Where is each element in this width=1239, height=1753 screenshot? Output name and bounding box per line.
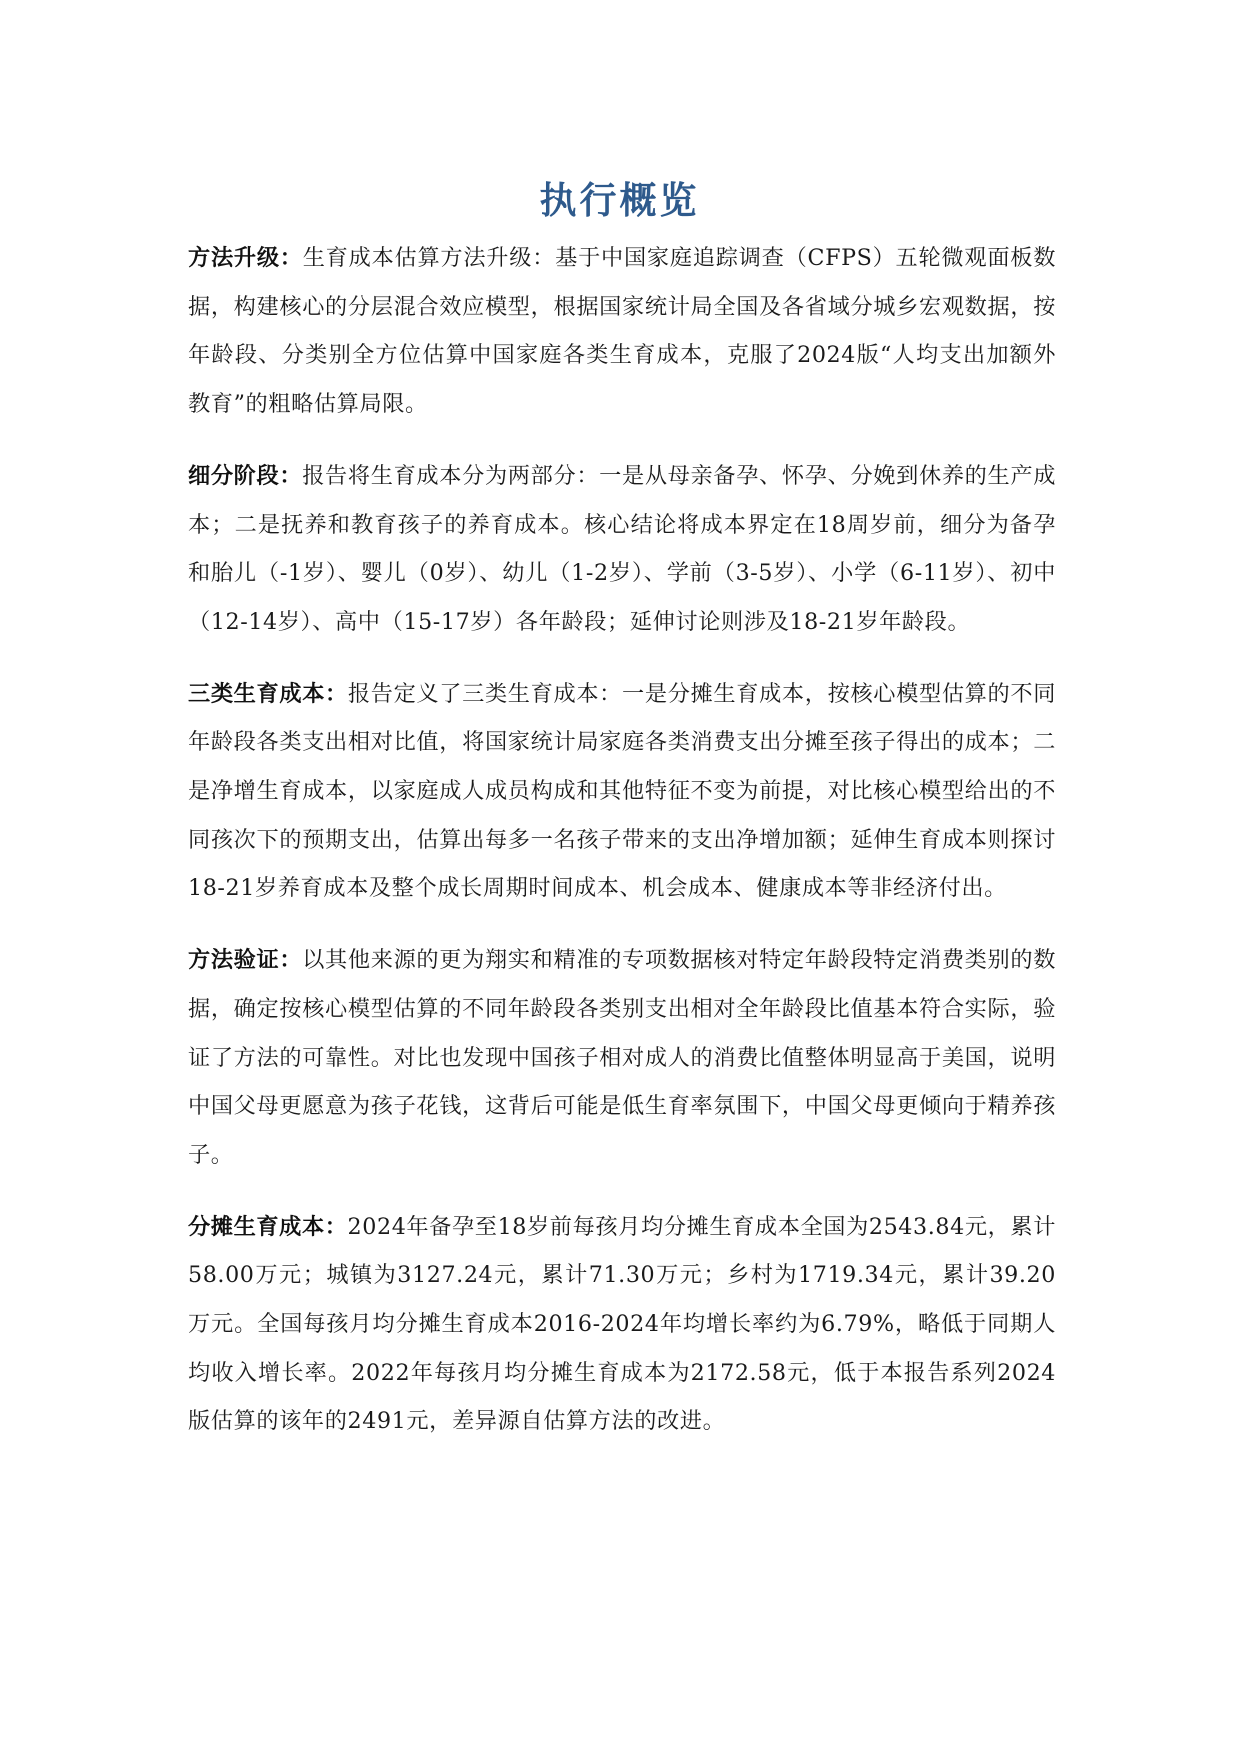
- paragraph-three-cost-types: [188, 670, 1056, 914]
- paragraph-label: 细分阶段：: [188, 462, 303, 489]
- page-title: 执行概览: [539, 177, 700, 222]
- document-body: [188, 234, 1056, 1469]
- paragraph-label: 分摊生育成本：: [188, 1213, 348, 1240]
- paragraph-label: 方法升级：: [188, 245, 303, 271]
- paragraph-text: 生育成本估算方法升级：基于中国家庭追踪调查（CFPS）五轮微观面板数据，构建核心的分层混合效应模型，根据国家统计局全国及各省域分城乡宏观数据，按年龄段、分类别全方位估算中国家庭各类生育成本，克服了2024版“人均支出加额外教育”的粗略估算局限。: [188, 245, 1056, 418]
- paragraph-text: 2024年备孕至18岁前每孩月均分摊生育成本全国为2543.84元，累计58.00万元；城镇为3127.24元，累计71.30万元；乡村为1719.34元，累计39.20万元。全国每孩月均分摊生育成本2016-2024年均增长率约为6.79%，略低于同期人均收入增长率。2022年每孩月均分摊生育成本为2172.58元，低于本报告系列2024版估算的该年的2491元，差异源自估算方法的改进。: [188, 1213, 1056, 1435]
- paragraph-method-upgrade: [188, 234, 1056, 429]
- paragraph-text: 以其他来源的更为翔实和精准的专项数据核对特定年龄段特定消费类别的数据，确定按核心模型估算的不同年龄段各类别支出相对全年龄段比值基本符合实际，验证了方法的可靠性。对比也发现中国孩子相对成人的消费比值整体明显高于美国，说明中国父母更愿意为孩子花钱，这背后可能是低生育率氛围下，中国父母更倾向于精养孩子。: [188, 947, 1056, 1168]
- paragraph-allocated-cost: [188, 1203, 1056, 1447]
- paragraph-label: 方法验证：: [188, 947, 303, 974]
- paragraph-label: 三类生育成本：: [188, 680, 348, 707]
- paragraph-text: 报告将生育成本分为两部分：一是从母亲备孕、怀孕、分娩到休养的生产成本；二是抚养和教育孩子的养育成本。核心结论将成本界定在18周岁前，细分为备孕和胎儿（-1岁）、婴儿（0岁）、幼儿（1-2岁）、学前（3-5岁）、小学（6-11岁）、初中（12-14岁）、高中（15-17岁）各年龄段；延伸讨论则涉及18-21岁年龄段。: [188, 462, 1057, 635]
- paragraph-stage-breakdown: [188, 452, 1056, 647]
- paragraph-method-validation: [188, 936, 1056, 1180]
- paragraph-text: 报告定义了三类生育成本：一是分摊生育成本，按核心模型估算的不同年龄段各类支出相对比值，将国家统计局家庭各类消费支出分摊至孩子得出的成本；二是净增生育成本，以家庭成人成员构成和其他特征不变为前提，对比核心模型给出的不同孩次下的预期支出，估算出每多一名孩子带来的支出净增加额；延伸生育成本则探讨18-21岁养育成本及整个成长周期时间成本、机会成本、健康成本等非经济付出。: [188, 680, 1056, 902]
